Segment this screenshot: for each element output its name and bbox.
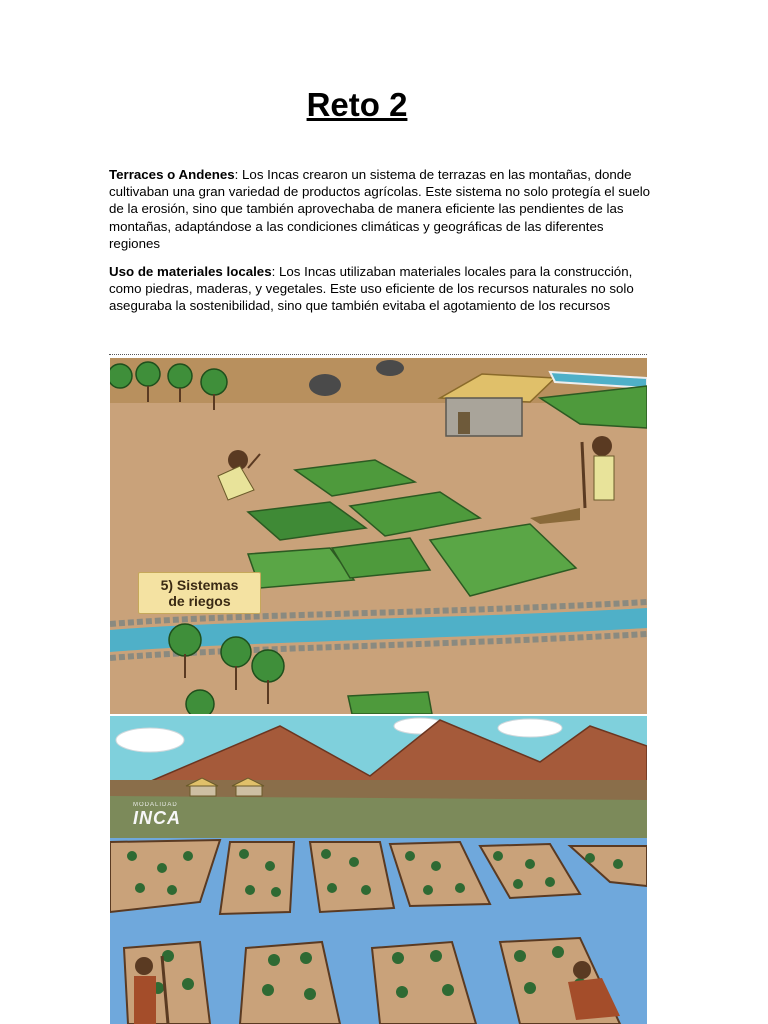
paragraph-materials xyxy=(109,263,657,315)
irrigation-illustration xyxy=(110,358,647,714)
logo-main-text: INCA xyxy=(133,808,181,828)
floating-fields-illustration xyxy=(110,716,647,1024)
irrigation-scene xyxy=(110,358,647,714)
caption-line-2: de riegos xyxy=(168,593,231,609)
section-divider xyxy=(109,354,647,355)
floating-fields-scene xyxy=(110,716,647,1024)
paragraph-heading-materials: Uso de materiales locales xyxy=(109,264,272,279)
inca-logo xyxy=(133,802,203,830)
paragraph-heading-terraces: Terraces o Andenes xyxy=(109,167,235,182)
paragraph-body-terraces: : Los Incas crearon un sistema de terrazas en las montañas, donde cultivaban una gran variedad de productos agrícolas. Este sistema no solo protegía el suelo de la erosión, sino que también aprovechaba de manera eficiente las pendientes de las montañas, adaptándose a las condiciones climáticas y geográficas de las diferentes regiones xyxy=(109,167,651,251)
paragraph-terraces xyxy=(109,166,657,252)
irrigation-caption xyxy=(138,572,261,614)
caption-line-1: 5) Sistemas xyxy=(160,577,239,593)
paragraph-body-materials: : Los Incas utilizaban materiales locales para la construcción, como piedras, maderas, y vegetales. Este uso eficiente de los recursos naturales no solo aseguraba la sostenibilidad, sino que también evitaba el agotamiento de los recursos xyxy=(109,264,634,314)
page-title: Reto 2 xyxy=(306,86,408,123)
logo-small-text: MODALIDAD xyxy=(133,802,178,808)
